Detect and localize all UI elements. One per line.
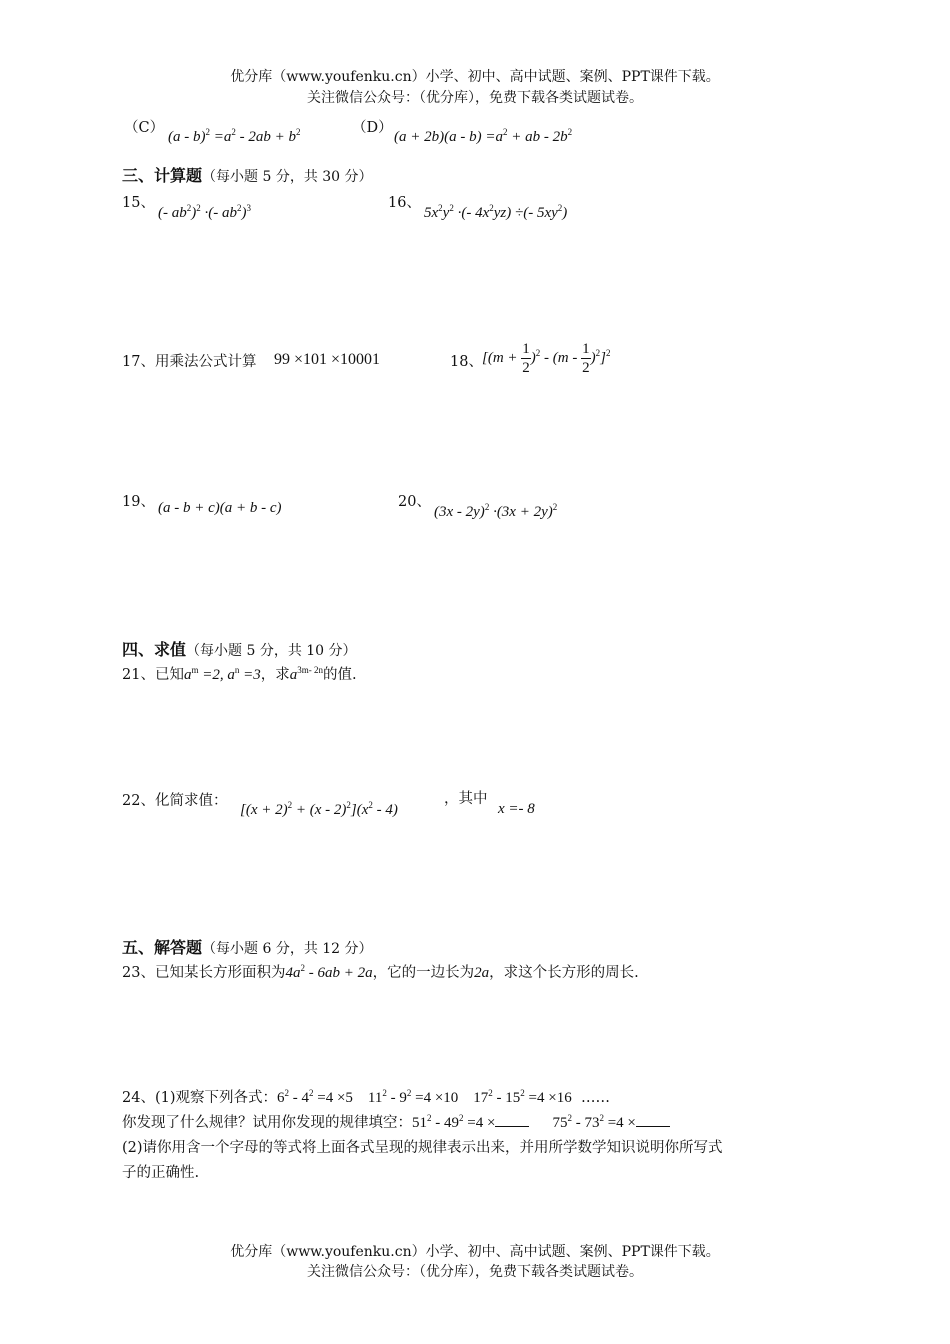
option-d-formula: $(a + 2b)(a - b) =a^2$ + ab - $2b^2$ [394, 127, 573, 145]
q24-fill-1: $51^2 - 49^2 =4$ × [412, 1115, 529, 1131]
footer-line-1: 优分库（www.youfenku.cn）小学、初中、高中试题、案例、PPT课件下载。 [230, 1244, 720, 1260]
q23-mid: ，它的一边长为 [372, 965, 475, 981]
header-line-2: 关注微信公众号：（优分库），免费下载各类试题试卷。 [307, 90, 643, 106]
q24-examples: $6^2 - 4^2 =4 \times 5$ $11^2 - 9^2 =4 \times 10$ $17^2 - 15^2 =4 \times 16$ [277, 1088, 572, 1106]
q24-line-1 [122, 1086, 610, 1107]
footer-line-2: 关注微信公众号：（优分库），免费下载各类试题试卷。 [307, 1264, 643, 1280]
q24-ellipsis: …… [580, 1090, 610, 1106]
q15-expression: (- $ab^2)^2$ ·(- $ab^2)^3$ [158, 203, 251, 221]
q24-part-2: (2)请你用含一个字母的等式将上面各式呈现的规律表示出来，并用所学数学知识说明你所写式 [122, 1140, 723, 1156]
section-5-note: （每小题 6 分，共 12 分） [202, 941, 373, 957]
section-4-heading [122, 637, 357, 660]
q15-number: 15、 [122, 195, 155, 211]
section-4-note: （每小题 5 分，共 10 分） [186, 643, 357, 659]
q21-mid: ，求 [260, 667, 290, 683]
q23-side: 2a [474, 965, 490, 981]
q22-prefix: 22、化简求值： [122, 793, 228, 809]
q19-number: 19、 [122, 494, 155, 510]
q16-expression: $5x^2y^2$ ·(- $4x^2yz$) ÷(- $5xy^2$) [424, 203, 568, 221]
section-3-note: （每小题 5 分，共 30 分） [202, 169, 373, 185]
q23-line [122, 961, 639, 982]
q21-prefix: 21、已知 [122, 667, 184, 683]
q19-expression: (a - b + c)(a + b - c) [158, 500, 282, 516]
q18-number: 18、 [450, 354, 483, 370]
q23-prefix: 23、已知某长方形面积为 [122, 965, 286, 981]
section-3-title: 三、计算题 [122, 166, 203, 185]
q21-given: $a^m =2$, $a^n =3$ [183, 665, 261, 683]
section-5-title: 五、解答题 [122, 938, 203, 957]
option-c-formula: $(a - b)^2 =a^2 - 2ab + b^2$ [168, 127, 301, 145]
q20-expression: $(3x - 2y)^2 \cdot(3x + 2y)^2$ [434, 502, 558, 520]
q22-mid: ，其中 [444, 791, 488, 807]
q21-target: $a^{3m- 2n}$ [289, 665, 323, 683]
q22-expression: $[(x + 2)^2 + (x - 2)^2](x^2 - 4)$ [240, 800, 398, 818]
header-line-1: 优分库（www.youfenku.cn）小学、初中、高中试题、案例、PPT课件下载。 [230, 69, 720, 85]
q24-blank-2[interactable] [636, 1126, 670, 1127]
q20-number: 20、 [398, 494, 431, 510]
option-c-label: （C） [124, 120, 165, 136]
q23-area: $4a^2 - 6ab + 2a$ [285, 963, 373, 981]
q24-line-2 [122, 1111, 670, 1132]
q21-line [122, 663, 357, 684]
section-3-heading [122, 163, 373, 186]
section-4-title: 四、求值 [122, 640, 187, 659]
q21-suffix: 的值. [322, 667, 357, 683]
q17-number: 17、用乘法公式计算 [122, 354, 257, 370]
q17-expression: 99 ×101 ×10001 [274, 351, 381, 368]
q24-fill-2: $75^2 - 73^2 =4$ × [552, 1115, 669, 1131]
q24-prefix: 24、(1)观察下列各式： [122, 1090, 277, 1106]
q24-question: 你发现了什么规律？试用你发现的规律填空： [122, 1115, 412, 1131]
q16-number: 16、 [388, 195, 421, 211]
q23-suffix: ，求这个长方形的周长. [489, 965, 639, 981]
q22-condition: x =- 8 [498, 801, 535, 817]
q18-expression: [(m + $\frac{1}{2}$ )$^2$ - (m - $\frac{1}{2}$ )$^2$]$^2$ [482, 341, 611, 376]
q24-part-2-cont: 子的正确性. [122, 1165, 200, 1181]
section-5-heading [122, 935, 373, 958]
q24-blank-1[interactable] [495, 1126, 529, 1127]
option-d-label: （D） [352, 120, 393, 136]
